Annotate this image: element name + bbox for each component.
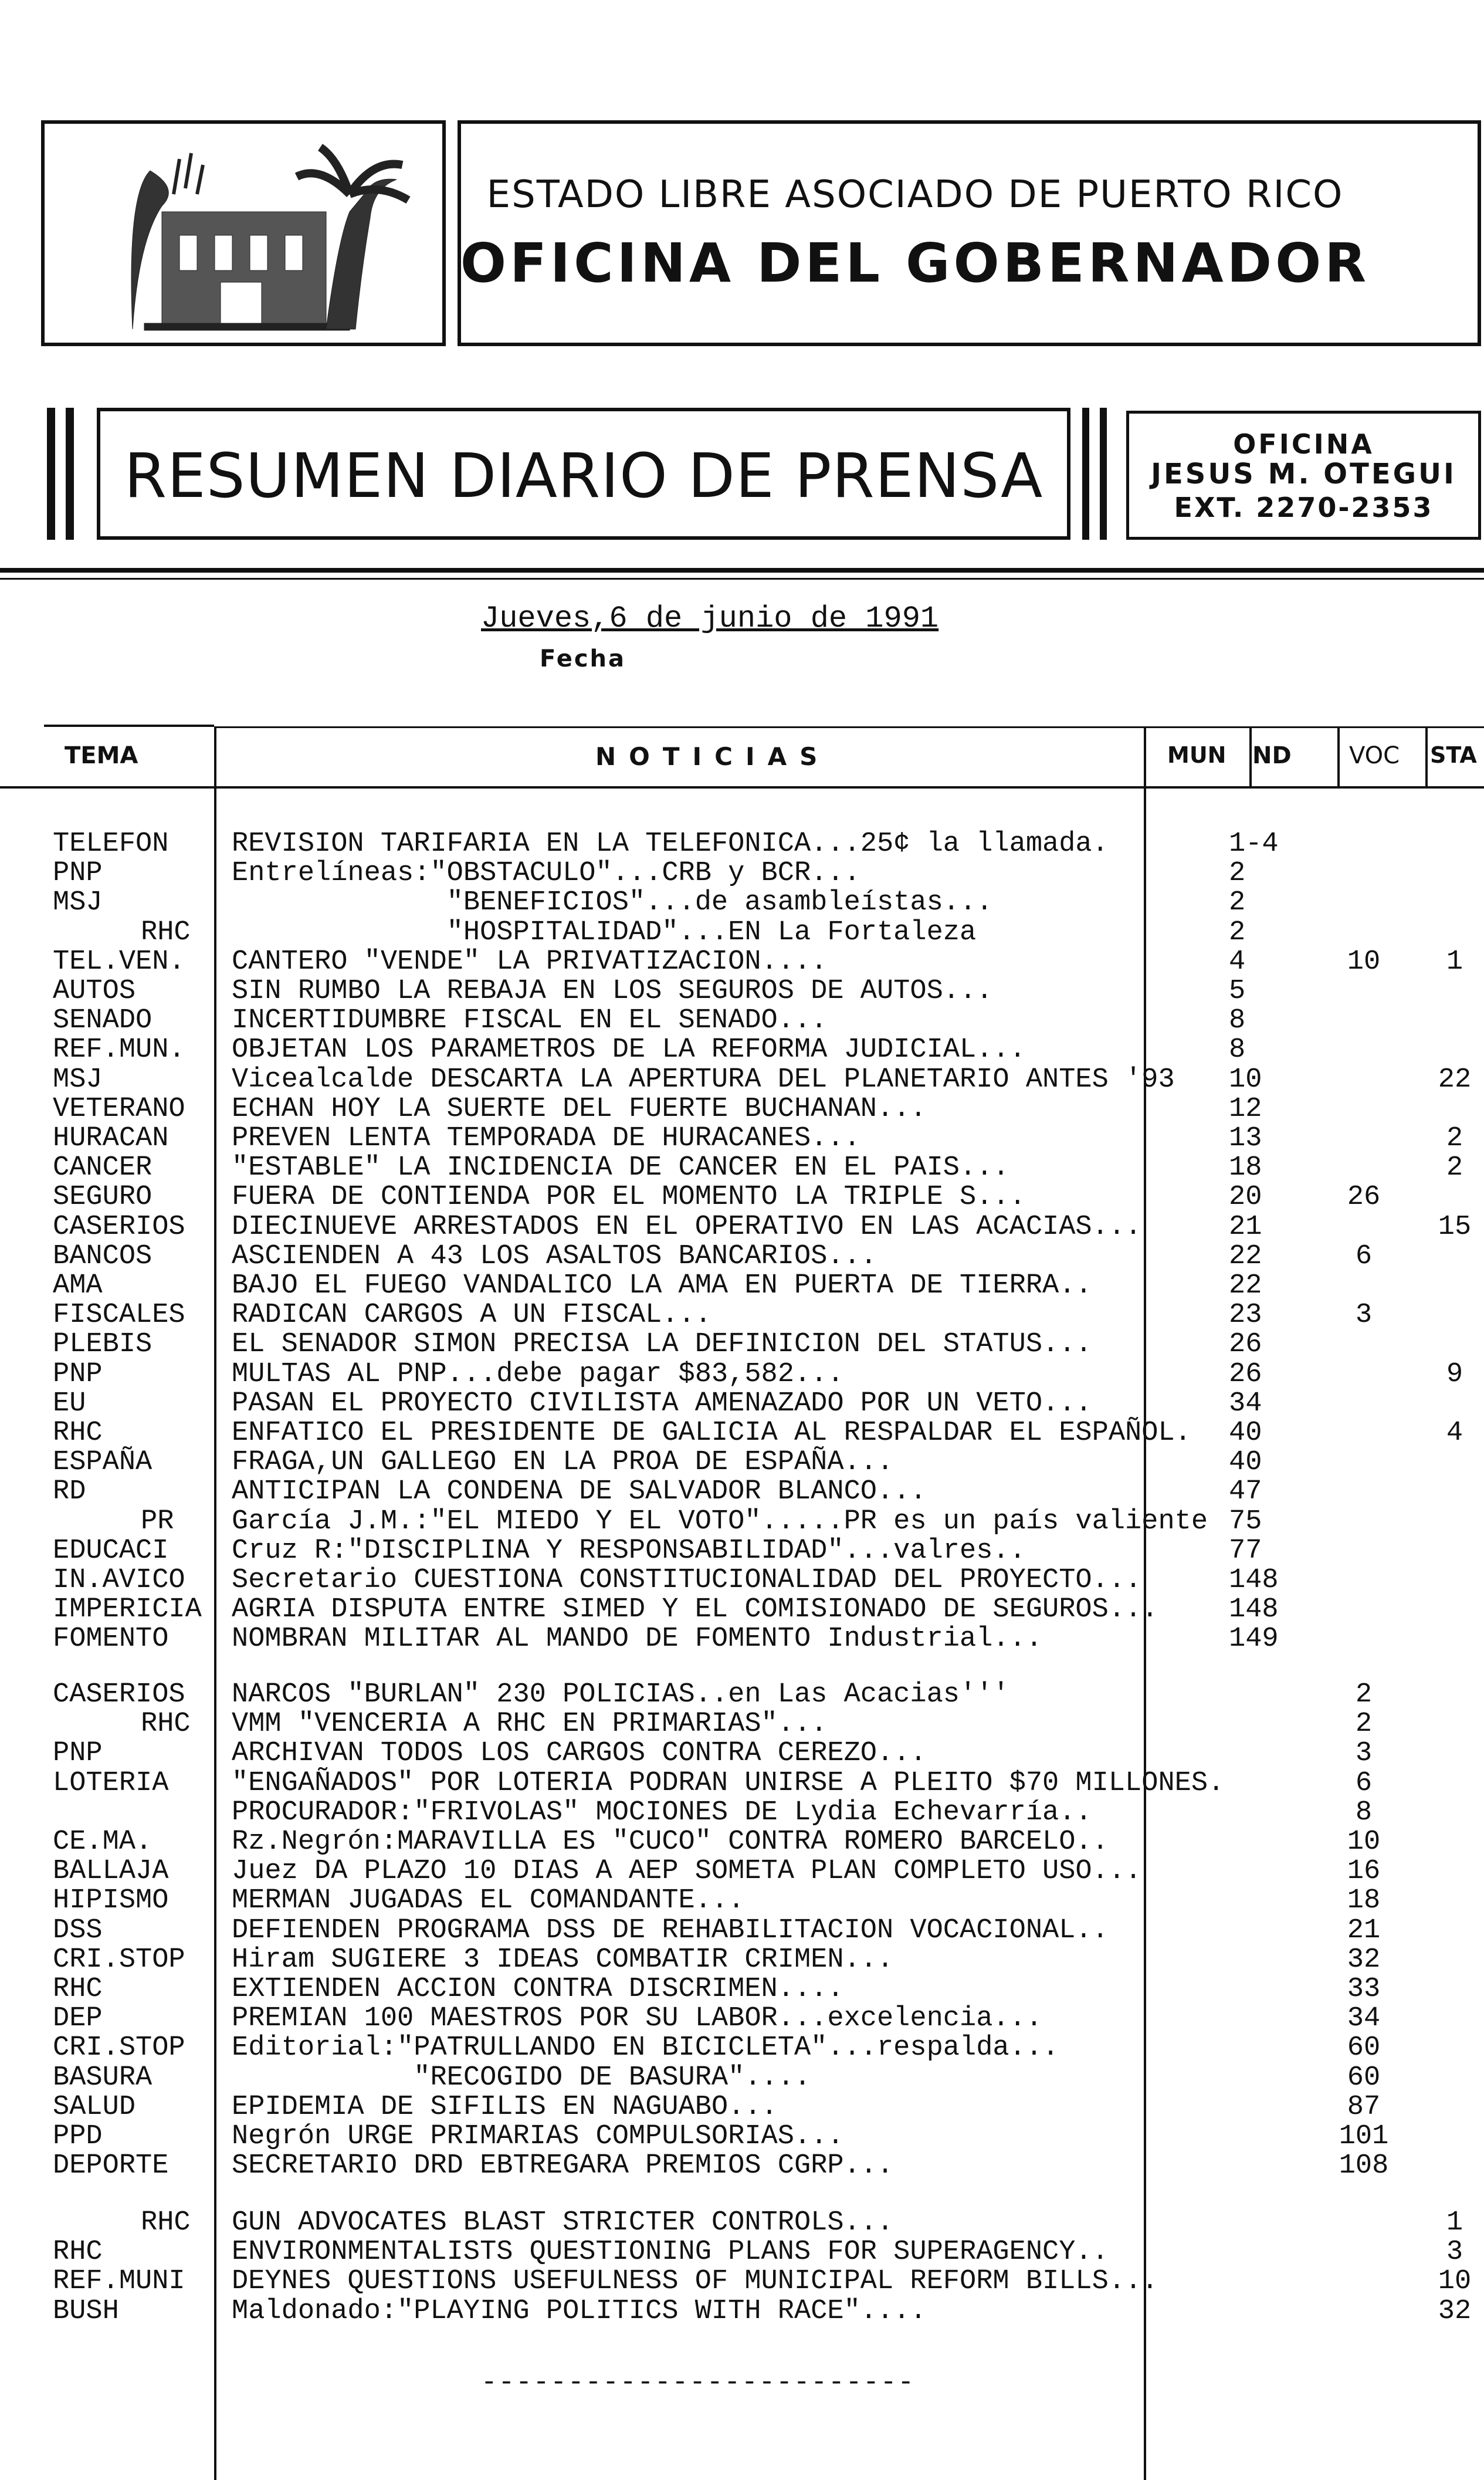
row-voc-page: 60 xyxy=(1347,2062,1381,2093)
row-voc-page: 10 xyxy=(1347,1826,1381,1858)
row-headline: NOMBRAN MILITAR AL MANDO DE FOMENTO Industrial... xyxy=(232,1623,1043,1655)
row-topic: TEL.VEN. xyxy=(53,946,185,977)
table-row xyxy=(0,1506,1484,1535)
row-nd-page: 40 xyxy=(1229,1447,1262,1478)
row-headline: PREVEN LENTA TEMPORADA DE HURACANES... xyxy=(232,1123,860,1154)
row-sta-page: 4 xyxy=(1446,1417,1463,1449)
row-nd-page: 20 xyxy=(1229,1182,1262,1213)
row-topic: CRI.STOP xyxy=(53,2032,185,2063)
table-row xyxy=(0,917,1484,946)
row-headline: Secretario CUESTIONA CONSTITUCIONALIDAD DEL PROYECTO... xyxy=(232,1565,1142,1596)
table-row xyxy=(0,1623,1484,1653)
table-row xyxy=(0,2121,1484,2150)
row-headline: Rz.Negrón:MARAVILLA ES "CUCO" CONTRA ROMERO BARCELO.. xyxy=(232,1826,1109,1858)
row-headline: Maldonado:"PLAYING POLITICS WITH RACE".... xyxy=(232,2296,927,2327)
table-row xyxy=(0,1417,1484,1447)
row-sta-page: 1 xyxy=(1446,946,1463,977)
table-row xyxy=(0,1182,1484,1211)
row-headline: MULTAS AL PNP...debe pagar $83,582... xyxy=(232,1359,844,1390)
table-row xyxy=(0,1535,1484,1565)
row-nd-page: 10 xyxy=(1229,1064,1262,1095)
row-headline: "ENGAÑADOS" POR LOTERIA PODRAN UNIRSE A PLEITO $70 MILLONES. xyxy=(232,1768,1225,1799)
row-voc-page: 60 xyxy=(1347,2032,1381,2063)
row-nd-page: 21 xyxy=(1229,1212,1262,1243)
row-nd-page: 22 xyxy=(1229,1241,1262,1272)
row-headline: DEYNES QUESTIONS USEFULNESS OF MUNICIPAL REFORM BILLS... xyxy=(232,2266,1158,2297)
row-topic: MSJ xyxy=(53,887,103,918)
row-voc-page: 6 xyxy=(1355,1241,1373,1272)
row-topic: VETERANO xyxy=(53,1094,185,1125)
row-topic: EU xyxy=(53,1388,86,1419)
row-headline: Hiram SUGIERE 3 IDEAS COMBATIR CRIMEN... xyxy=(232,1944,894,1975)
row-voc-page: 108 xyxy=(1339,2150,1389,2181)
date-label: Fecha xyxy=(540,645,626,672)
column-header-sta: STA xyxy=(1430,742,1477,768)
row-nd-page: 5 xyxy=(1229,976,1246,1007)
row-headline: "HOSPITALIDAD"...EN La Fortaleza xyxy=(232,917,977,948)
row-topic: FOMENTO xyxy=(53,1623,169,1655)
row-headline: Editorial:"PATRULLANDO EN BICICLETA"...respalda... xyxy=(232,2032,1059,2063)
table-row xyxy=(0,1241,1484,1270)
row-nd-page: 2 xyxy=(1229,887,1246,918)
table-row xyxy=(0,2062,1484,2092)
row-voc-page: 32 xyxy=(1347,1944,1381,1975)
table-row xyxy=(0,2266,1484,2295)
row-topic: BANCOS xyxy=(53,1241,153,1272)
row-voc-page: 2 xyxy=(1355,1679,1373,1710)
column-header-tema: TEMA xyxy=(65,742,138,769)
decorative-bar xyxy=(66,408,74,540)
table-row xyxy=(0,1270,1484,1300)
row-nd-page: 26 xyxy=(1229,1329,1262,1360)
row-topic: RHC xyxy=(141,917,191,948)
row-sta-page: 15 xyxy=(1438,1212,1472,1243)
row-headline: ARCHIVAN TODOS LOS CARGOS CONTRA CEREZO... xyxy=(232,1738,927,1769)
table-row xyxy=(0,1565,1484,1594)
column-divider xyxy=(1425,726,1428,786)
row-topic: PNP xyxy=(53,1359,103,1390)
row-topic: SENADO xyxy=(53,1005,153,1036)
table-row xyxy=(0,1768,1484,1797)
row-topic: PR xyxy=(141,1506,174,1537)
row-topic: HURACAN xyxy=(53,1123,169,1154)
row-voc-page: 21 xyxy=(1347,1915,1381,1946)
row-topic: PLEBIS xyxy=(53,1329,153,1360)
row-headline: ASCIENDEN A 43 LOS ASALTOS BANCARIOS... xyxy=(232,1241,877,1272)
row-headline: DEFIENDEN PROGRAMA DSS DE REHABILITACION VOCACIONAL.. xyxy=(232,1915,1109,1946)
table-row xyxy=(0,1123,1484,1152)
table-row xyxy=(0,1856,1484,1885)
row-nd-page: 47 xyxy=(1229,1476,1262,1507)
row-topic: RHC xyxy=(141,1708,191,1740)
row-nd-page: 22 xyxy=(1229,1270,1262,1301)
contact-extension: EXT. 2270-2353 xyxy=(1174,492,1434,523)
row-headline: EL SENADOR SIMON PRECISA LA DEFINICION DEL STATUS... xyxy=(232,1329,1092,1360)
table-row xyxy=(0,1738,1484,1767)
decorative-bar xyxy=(1082,408,1089,540)
row-headline: GUN ADVOCATES BLAST STRICTER CONTROLS... xyxy=(232,2207,894,2238)
row-voc-page: 8 xyxy=(1355,1797,1373,1828)
row-topic: SEGURO xyxy=(53,1182,153,1213)
table-row xyxy=(0,1476,1484,1505)
row-headline: ANTICIPAN LA CONDENA DE SALVADOR BLANCO... xyxy=(232,1476,927,1507)
row-headline: ENVIRONMENTALISTS QUESTIONING PLANS FOR SUPERAGENCY.. xyxy=(232,2237,1109,2268)
office-name: OFICINA DEL GOBERNADOR xyxy=(460,232,1370,295)
row-nd-page: 2 xyxy=(1229,917,1246,948)
row-headline: EPIDEMIA DE SIFILIS EN NAGUABO... xyxy=(232,2092,778,2123)
end-rule: ------------------------- xyxy=(481,2367,916,2398)
row-sta-page: 1 xyxy=(1446,2207,1463,2238)
row-topic: LOTERIA xyxy=(53,1768,169,1799)
row-topic: SALUD xyxy=(53,2092,136,2123)
row-topic: REF.MUNI xyxy=(53,2266,185,2297)
table-row xyxy=(0,1594,1484,1623)
table-row xyxy=(0,1708,1484,1738)
row-voc-page: 6 xyxy=(1355,1768,1373,1799)
table-row xyxy=(0,1974,1484,2003)
row-sta-page: 2 xyxy=(1446,1123,1463,1154)
row-topic: AUTOS xyxy=(53,976,136,1007)
table-row xyxy=(0,2207,1484,2237)
row-nd-page: 148 xyxy=(1229,1565,1279,1596)
fortaleza-logo xyxy=(45,124,442,343)
row-sta-page: 9 xyxy=(1446,1359,1463,1390)
row-topic: CASERIOS xyxy=(53,1679,185,1710)
row-voc-page: 16 xyxy=(1347,1856,1381,1887)
contact-name: JESUS M. OTEGUI xyxy=(1151,458,1456,490)
row-nd-page: 2 xyxy=(1229,858,1246,889)
row-nd-page: 8 xyxy=(1229,1034,1246,1065)
row-topic: RHC xyxy=(141,2207,191,2238)
row-headline: Entrelíneas:"OBSTACULO"...CRB y BCR... xyxy=(232,858,860,889)
row-nd-page: 4 xyxy=(1229,946,1246,977)
row-topic: BUSH xyxy=(53,2296,119,2327)
row-voc-page: 3 xyxy=(1355,1300,1373,1331)
row-headline: PROCURADOR:"FRIVOLAS" MOCIONES DE Lydia Echevarría.. xyxy=(232,1797,1092,1828)
row-headline: ENFATICO EL PRESIDENTE DE GALICIA AL RESPALDAR EL ESPAÑOL. xyxy=(232,1417,1191,1449)
row-headline: García J.M.:"EL MIEDO Y EL VOTO".....PR es un país valiente xyxy=(232,1506,1208,1537)
row-voc-page: 10 xyxy=(1347,946,1381,977)
row-headline: INCERTIDUMBRE FISCAL EN EL SENADO... xyxy=(232,1005,828,1036)
row-headline: "BENEFICIOS"...de asambleístas... xyxy=(232,887,993,918)
row-topic: CASERIOS xyxy=(53,1212,185,1243)
row-topic: MSJ xyxy=(53,1064,103,1095)
row-nd-page: 149 xyxy=(1229,1623,1279,1655)
table-row xyxy=(0,1826,1484,1856)
row-nd-page: 8 xyxy=(1229,1005,1246,1036)
row-headline: SIN RUMBO LA REBAJA EN LOS SEGUROS DE AUTOS... xyxy=(232,976,993,1007)
table-rule xyxy=(214,726,1484,728)
table-header-rule xyxy=(0,786,1484,789)
table-row xyxy=(0,1094,1484,1123)
column-header-voc: VOC xyxy=(1349,742,1400,769)
table-row xyxy=(0,946,1484,976)
table-row xyxy=(0,1034,1484,1064)
table-row xyxy=(0,2003,1484,2032)
table-row xyxy=(0,1885,1484,1914)
row-headline: CANTERO "VENDE" LA PRIVATIZACION.... xyxy=(232,946,828,977)
column-divider xyxy=(1249,726,1252,786)
row-headline: MERMAN JUGADAS EL COMANDANTE... xyxy=(232,1885,745,1916)
table-row xyxy=(0,2237,1484,2266)
row-nd-page: 75 xyxy=(1229,1506,1262,1537)
row-topic: HIPISMO xyxy=(53,1885,169,1916)
table-row xyxy=(0,887,1484,916)
row-nd-page: 148 xyxy=(1229,1594,1279,1625)
row-topic: CE.MA. xyxy=(53,1826,153,1858)
row-topic: IMPERICIA xyxy=(53,1594,202,1625)
row-headline: RADICAN CARGOS A UN FISCAL... xyxy=(232,1300,711,1331)
row-headline: Cruz R:"DISCIPLINA Y RESPONSABILIDAD"...valres.. xyxy=(232,1535,1026,1567)
row-voc-page: 34 xyxy=(1347,2003,1381,2034)
row-nd-page: 13 xyxy=(1229,1123,1262,1154)
header-rule xyxy=(0,578,1484,580)
column-header-nd: ND xyxy=(1252,742,1292,769)
table-row xyxy=(0,1300,1484,1329)
row-headline: DIECINUEVE ARRESTADOS EN EL OPERATIVO EN LAS ACACIAS... xyxy=(232,1212,1142,1243)
table-row xyxy=(0,858,1484,887)
table-row xyxy=(0,1915,1484,1944)
row-headline: ECHAN HOY LA SUERTE DEL FUERTE BUCHANAN... xyxy=(232,1094,927,1125)
row-sta-page: 22 xyxy=(1438,1064,1472,1095)
row-topic: EDUCACI xyxy=(53,1535,169,1567)
row-topic: ESPAÑA xyxy=(53,1447,153,1478)
row-nd-page: 34 xyxy=(1229,1388,1262,1419)
header-rule xyxy=(0,568,1484,573)
row-nd-page: 77 xyxy=(1229,1535,1262,1567)
row-nd-page: 1-4 xyxy=(1229,828,1279,860)
row-headline: Juez DA PLAZO 10 DIAS A AEP SOMETA PLAN COMPLETO USO... xyxy=(232,1856,1142,1887)
row-topic: DEPORTE xyxy=(53,2150,169,2181)
row-nd-page: 12 xyxy=(1229,1094,1262,1125)
table-row xyxy=(0,2092,1484,2121)
row-topic: PNP xyxy=(53,858,103,889)
date-value: Jueves,6 de junio de 1991 xyxy=(481,601,939,636)
digest-title: RESUMEN DIARIO DE PRENSA xyxy=(124,440,1043,512)
row-sta-page: 32 xyxy=(1438,2296,1472,2327)
row-headline: SECRETARIO DRD EBTREGARA PREMIOS CGRP... xyxy=(232,2150,894,2181)
row-sta-page: 2 xyxy=(1446,1152,1463,1183)
table-row xyxy=(0,2296,1484,2325)
row-sta-page: 10 xyxy=(1438,2266,1472,2297)
row-headline: Negrón URGE PRIMARIAS COMPULSORIAS... xyxy=(232,2121,844,2152)
row-voc-page: 101 xyxy=(1339,2121,1389,2152)
row-topic: FISCALES xyxy=(53,1300,185,1331)
row-voc-page: 2 xyxy=(1355,1708,1373,1740)
column-header-noticias: NOTICIAS xyxy=(595,742,831,771)
row-headline: FUERA DE CONTIENDA POR EL MOMENTO LA TRIPLE S... xyxy=(232,1182,1026,1213)
row-headline: NARCOS "BURLAN" 230 POLICIAS..en Las Acacias''' xyxy=(232,1679,1009,1710)
row-nd-page: 40 xyxy=(1229,1417,1262,1449)
decorative-bar xyxy=(47,408,55,540)
table-row xyxy=(0,1359,1484,1388)
row-topic: REF.MUN. xyxy=(53,1034,185,1065)
table-row xyxy=(0,976,1484,1005)
row-headline: Vicealcalde DESCARTA LA APERTURA DEL PLANETARIO ANTES '93 xyxy=(232,1064,1175,1095)
contact-office: OFICINA xyxy=(1233,428,1374,460)
table-row xyxy=(0,1447,1484,1476)
date-line xyxy=(481,601,938,636)
row-sta-page: 3 xyxy=(1446,2237,1463,2268)
row-headline: "ESTABLE" LA INCIDENCIA DE CANCER EN EL PAIS... xyxy=(232,1152,1009,1183)
table-row xyxy=(0,1388,1484,1417)
row-topic: DSS xyxy=(53,1915,103,1946)
row-topic: IN.AVICO xyxy=(53,1565,185,1596)
row-nd-page: 23 xyxy=(1229,1300,1262,1331)
row-topic: DEP xyxy=(53,2003,103,2034)
column-divider xyxy=(1337,726,1340,786)
row-headline: FRAGA,UN GALLEGO EN LA PROA DE ESPAÑA... xyxy=(232,1447,894,1478)
table-row xyxy=(0,1212,1484,1241)
table-row xyxy=(0,1797,1484,1826)
table-row xyxy=(0,2032,1484,2062)
row-voc-page: 26 xyxy=(1347,1182,1381,1213)
table-row xyxy=(0,1005,1484,1034)
row-voc-page: 87 xyxy=(1347,2092,1381,2123)
row-topic: PPD xyxy=(53,2121,103,2152)
row-topic: BASURA xyxy=(53,2062,153,2093)
row-topic: TELEFON xyxy=(53,828,169,860)
row-voc-page: 3 xyxy=(1355,1738,1373,1769)
row-topic: RHC xyxy=(53,1974,103,2005)
table-row xyxy=(0,1679,1484,1708)
row-headline: OBJETAN LOS PARAMETROS DE LA REFORMA JUDICIAL... xyxy=(232,1034,1026,1065)
row-headline: AGRIA DISPUTA ENTRE SIMED Y EL COMISIONADO DE SEGUROS... xyxy=(232,1594,1158,1625)
table-rule xyxy=(44,725,214,727)
row-headline: EXTIENDEN ACCION CONTRA DISCRIMEN.... xyxy=(232,1974,844,2005)
logo-frame xyxy=(41,120,446,346)
row-topic: PNP xyxy=(53,1738,103,1769)
row-voc-page: 33 xyxy=(1347,1974,1381,2005)
row-topic: RHC xyxy=(53,1417,103,1449)
row-topic: BALLAJA xyxy=(53,1856,169,1887)
row-headline: BAJO EL FUEGO VANDALICO LA AMA EN PUERTA DE TIERRA.. xyxy=(232,1270,1092,1301)
row-topic: RD xyxy=(53,1476,86,1507)
table-row xyxy=(0,1944,1484,1974)
row-headline: PASAN EL PROYECTO CIVILISTA AMENAZADO POR UN VETO... xyxy=(232,1388,1092,1419)
column-header-mun: MUN xyxy=(1167,742,1226,768)
row-topic: CANCER xyxy=(53,1152,153,1183)
row-headline: VMM "VENCERIA A RHC EN PRIMARIAS"... xyxy=(232,1708,828,1740)
table-row xyxy=(0,1064,1484,1094)
row-nd-page: 18 xyxy=(1229,1152,1262,1183)
table-row xyxy=(0,1329,1484,1358)
table-row xyxy=(0,828,1484,858)
decorative-bar xyxy=(1100,408,1107,540)
row-voc-page: 18 xyxy=(1347,1885,1381,1916)
row-topic: AMA xyxy=(53,1270,103,1301)
row-headline: REVISION TARIFARIA EN LA TELEFONICA...25¢ la llamada. xyxy=(232,828,1109,860)
table-row xyxy=(0,2150,1484,2180)
row-topic: CRI.STOP xyxy=(53,1944,185,1975)
row-nd-page: 26 xyxy=(1229,1359,1262,1390)
row-topic: RHC xyxy=(53,2237,103,2268)
table-row xyxy=(0,1152,1484,1182)
row-headline: PREMIAN 100 MAESTROS POR SU LABOR...excelencia... xyxy=(232,2003,1043,2034)
row-headline: "RECOGIDO DE BASURA".... xyxy=(232,2062,811,2093)
state-name: ESTADO LIBRE ASOCIADO DE PUERTO RICO xyxy=(486,173,1344,216)
